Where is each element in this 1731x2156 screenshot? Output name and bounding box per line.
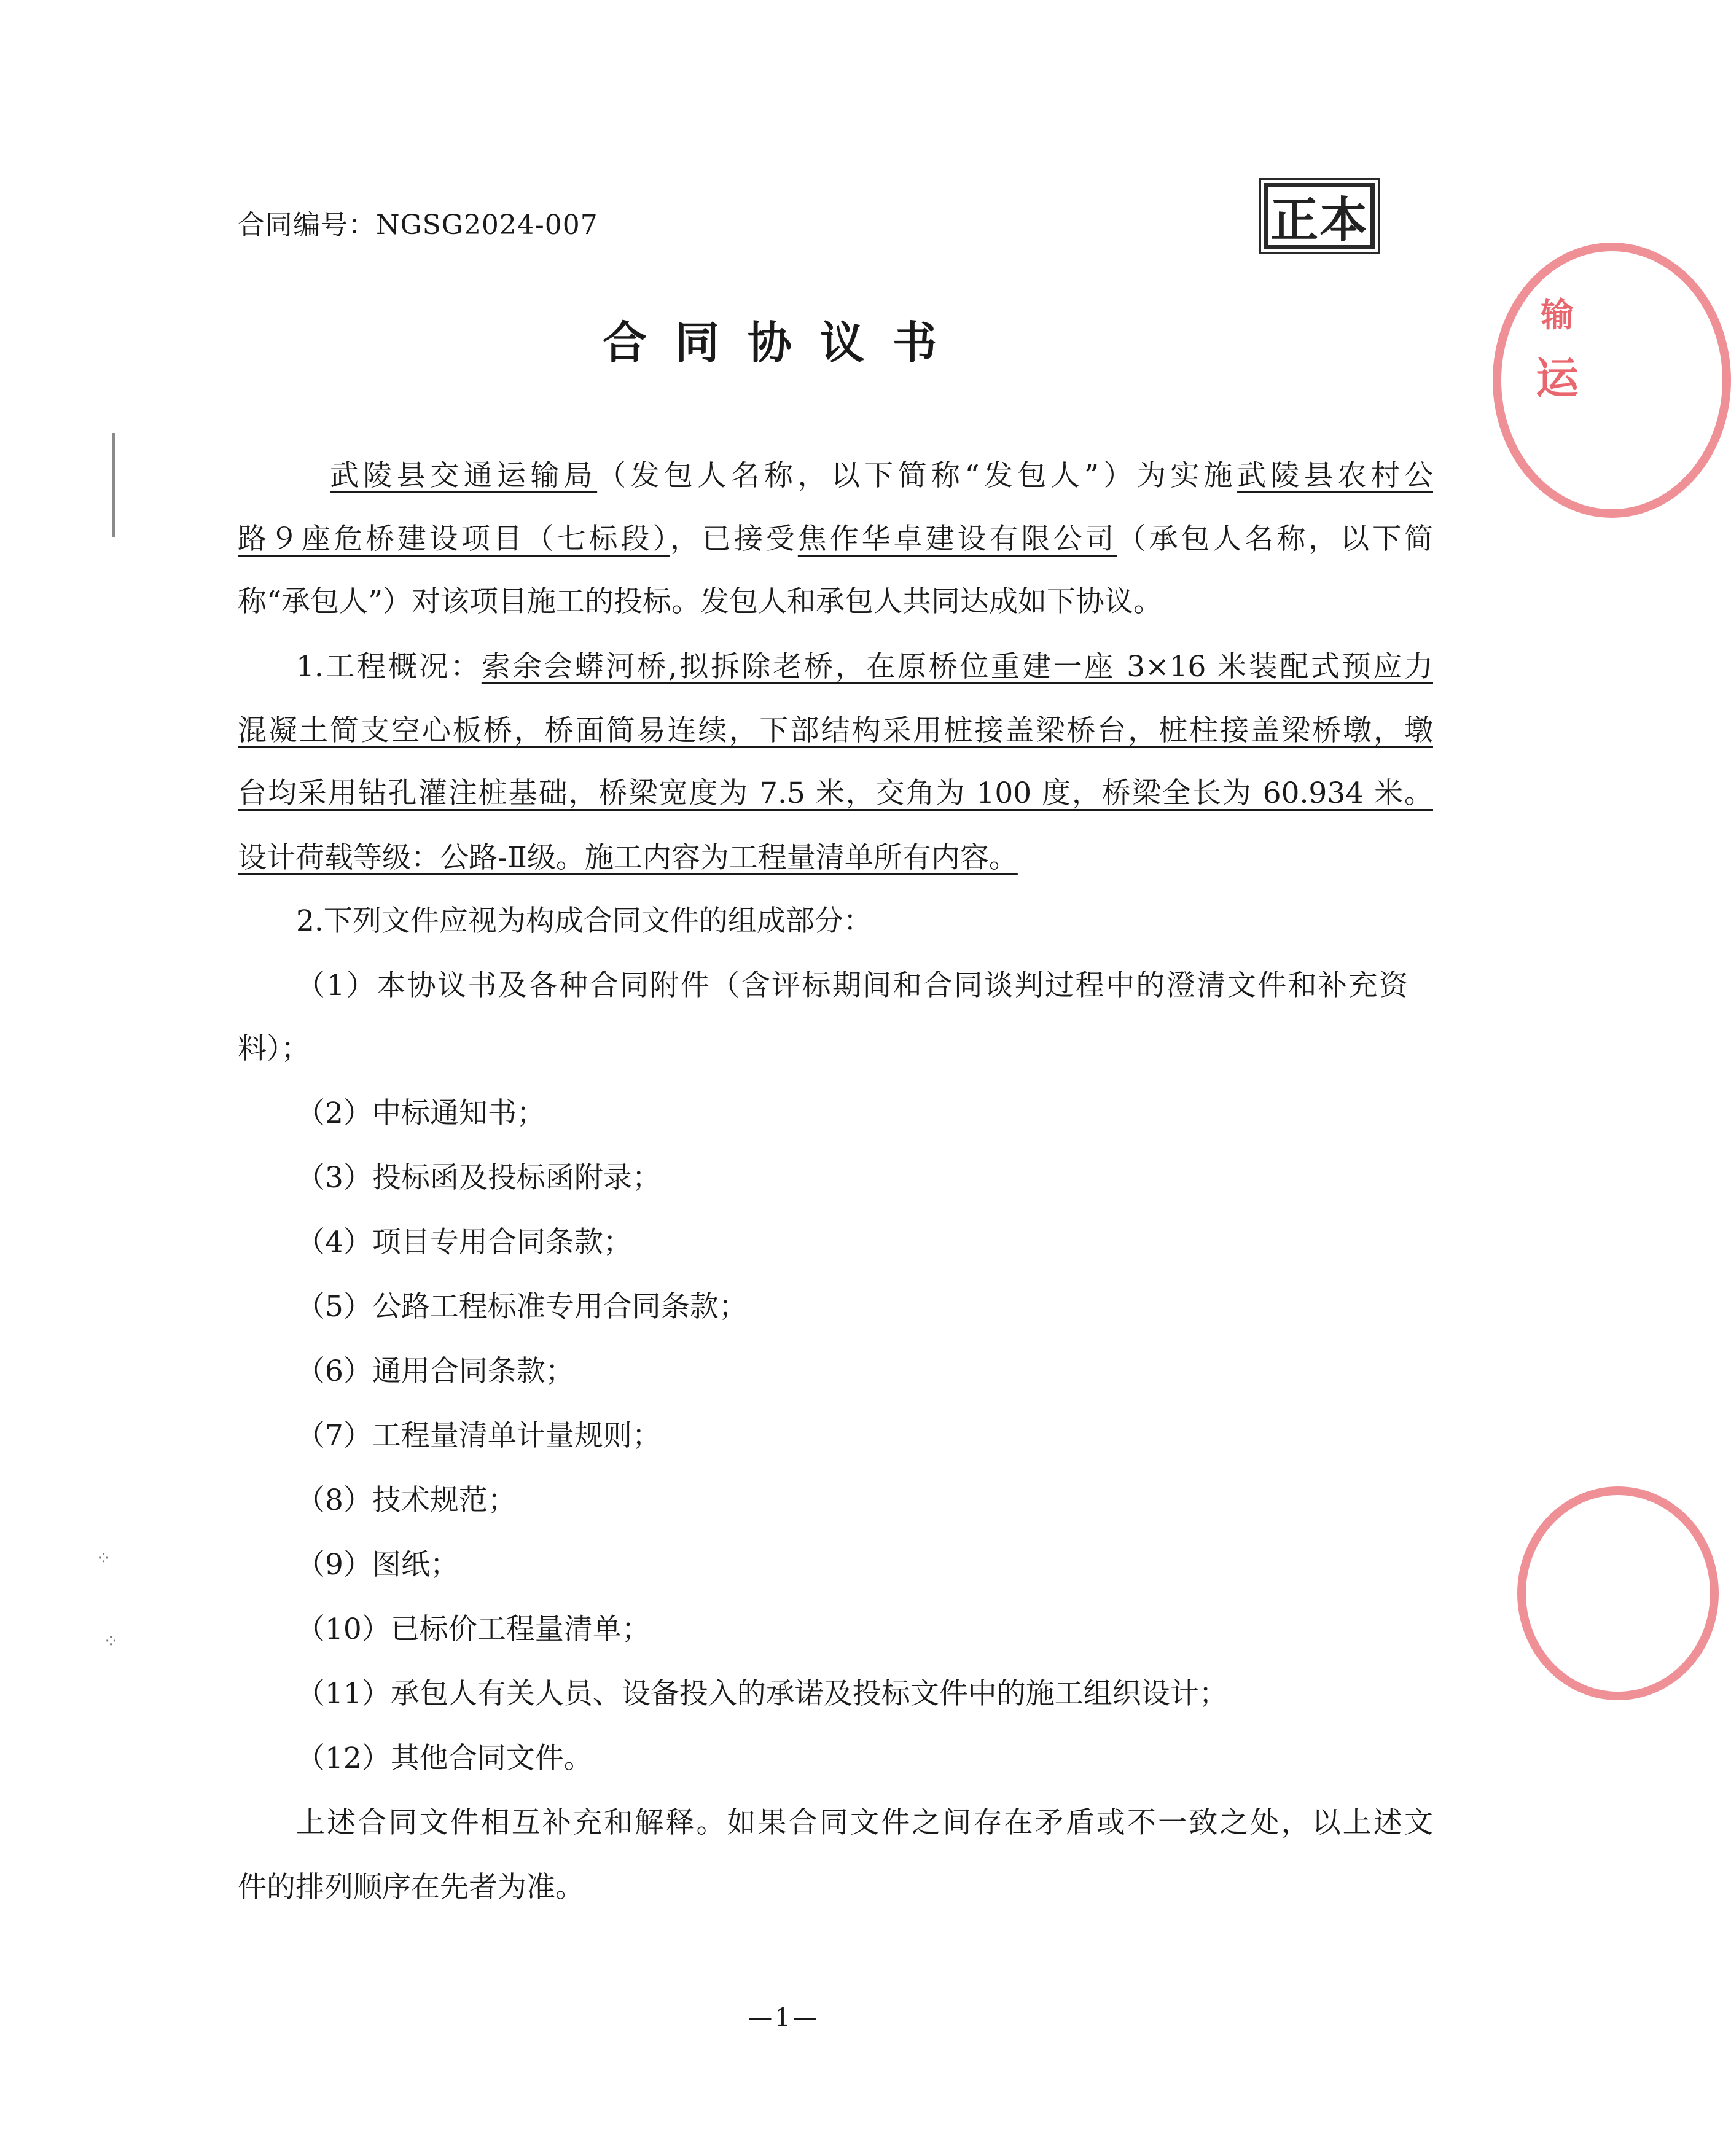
scan-speck: ⁘ [103, 1631, 119, 1652]
project-name: 武陵县农村公 [1237, 459, 1434, 493]
binding-mark [112, 433, 115, 537]
intro-line-3: 称“承包人”）对该项目施工的投标。发包人和承包人共同达成如下协议。 [238, 585, 1163, 619]
clause-1-line-1: 1.工程概况：索余会蟒河桥,拟拆除老桥，在原桥位重建一座 3×16 米装配式预应力 [296, 650, 1433, 684]
list-item: （3）投标函及投标函附录； [296, 1161, 661, 1195]
page-number: —1— [748, 2004, 820, 2032]
employer-name: 武陵县交通运输局 [330, 459, 598, 493]
list-item: （8）技术规范； [296, 1483, 517, 1517]
red-seal-char: 运 [1536, 353, 1579, 404]
clause-1-line-2: 混凝土简支空心板桥，桥面简易连续，下部结构采用桩接盖梁桥台，桩柱接盖梁桥墩，墩 [238, 714, 1433, 748]
clause-2-item-1-cont: 料）； [238, 1032, 310, 1066]
clause-2-item-1: （1）本协议书及各种合同附件（含评标期间和合同谈判过程中的澄清文件和补充资 [296, 969, 1408, 1002]
intro-line-2: 路９座危桥建设项目（七标段），已接受焦作华卓建设有限公司（承包人名称，以下简 [238, 522, 1434, 556]
clause-1-line-4: 设计荷载等级：公路-Ⅱ级。施工内容为工程量清单所有内容。 [238, 841, 1018, 875]
project-name-cont: 路９座危桥建设项目（七标段） [238, 522, 670, 556]
list-item: （7）工程量清单计量规则； [296, 1419, 661, 1453]
contract-number: 合同编号：NGSG2024-007 [238, 209, 598, 241]
contractor-name: 焦作华卓建设有限公司 [797, 522, 1117, 556]
clause-2-heading: 2.下列文件应视为构成合同文件的组成部分： [296, 904, 872, 938]
closing-line-2: 件的排列顺序在先者为准。 [238, 1870, 584, 1904]
list-item: （9）图纸； [296, 1548, 459, 1582]
red-seal-bottom [1517, 1486, 1719, 1700]
scan-speck: ⁘ [96, 1548, 112, 1569]
intro-line-1: 武陵县交通运输局（发包人名称，以下简称“发包人”）为实施武陵县农村公 [330, 459, 1434, 493]
list-item: （6）通用合同条款； [296, 1354, 574, 1388]
red-seal-top [1493, 243, 1731, 518]
list-item: （10）已标价工程量清单； [296, 1612, 651, 1646]
list-item: （12）其他合同文件。 [296, 1741, 593, 1775]
red-seal-char: 输 [1541, 295, 1574, 334]
document-title: 合同协议书 [602, 317, 965, 369]
original-copy-stamp: 正本 [1264, 183, 1375, 249]
list-item: （2）中标通知书； [296, 1096, 545, 1130]
list-item: （5）公路工程标准专用合同条款； [296, 1290, 748, 1324]
list-item: （11）承包人有关人员、设备投入的承诺及投标文件中的施工组织设计； [296, 1677, 1228, 1711]
list-item: （4）项目专用合同条款； [296, 1225, 632, 1259]
closing-line-1: 上述合同文件相互补充和解释。如果合同文件之间存在矛盾或不一致之处，以上述文 [296, 1806, 1433, 1840]
clause-1-line-3: 台均采用钻孔灌注桩基础，桥梁宽度为 7.5 米，交角为 100 度，桥梁全长为 60.934 米。 [238, 776, 1433, 810]
